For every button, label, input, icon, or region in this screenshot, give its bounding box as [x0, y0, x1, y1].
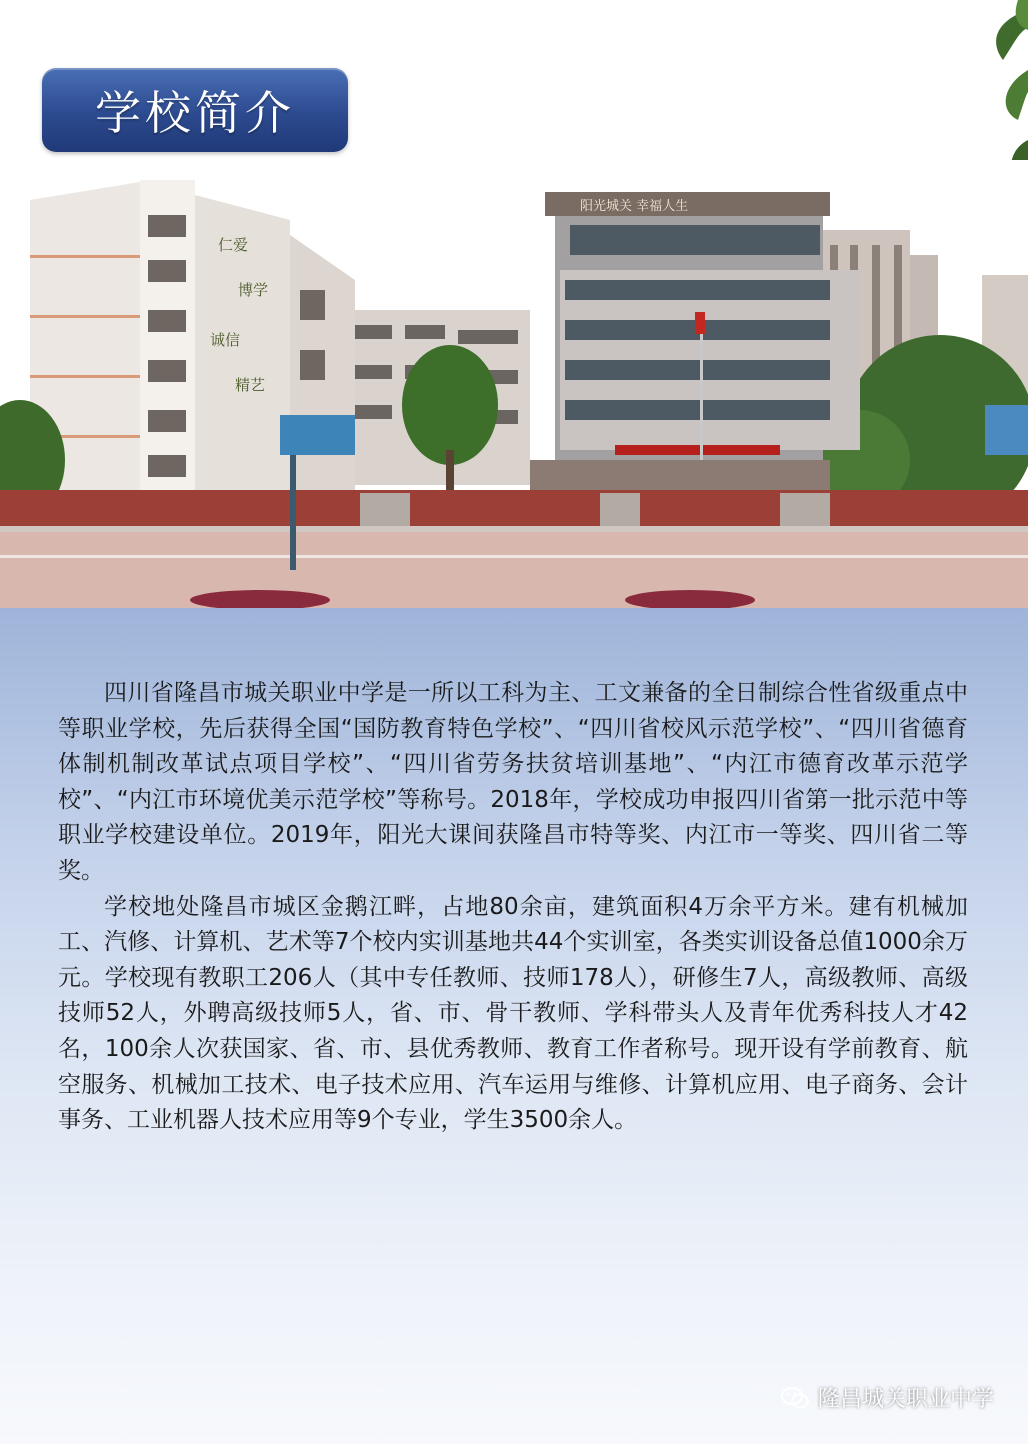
campus-photo — [0, 160, 1028, 610]
account-name: 隆昌城关职业中学 — [817, 1387, 994, 1412]
paragraph-2: 学校地处隆昌市城区金鹅江畔，占地80余亩，建筑面积4万余平方米。建有机械加工、汽修、计算机、艺术等7个校内实训基地共44个实训室，各类实训设备总值1000余万元。学校现有教职工206人（其中专任教师、技师178人），研修生7人，高级教师、高级技师52人，外聘高级技师5人，省、市、骨干教师、学科带头人及青年优秀科技人才42名，100余人次获国家、省、市、县优秀教师、教育工作者称号。现开设有学前教育、航空服务、机械加工技术、电子技术应用、汽车运用与维修、计算机应用、电子商务、会计事务、工业机器人技术应用等9个专业，学生3500余人。 — [58, 893, 968, 1134]
motto-2: 博学 — [238, 281, 269, 299]
motto-1: 仁爱 — [218, 236, 249, 254]
paragraph-1: 四川省隆昌市城关职业中学是一所以工科为主、工文兼备的全日制综合性省级重点中等职业学校，先后获得全国“国防教育特色学校”、“四川省校风示范学校”、“四川省德育体制机制改革试点项目学校”、“四川省劳务扶贫培训基地”、“内江市德育改革示范学校”、“内江市环境优美示范学校”等称号。2018年，学校成功申报四川省第一批示范中等职业学校建设单位。2019年，阳光大课间获隆昌市特等奖、内江市一等奖、四川省二等奖。 — [58, 680, 968, 884]
wechat-icon — [780, 1386, 810, 1410]
motto-3: 诚信 — [210, 331, 241, 349]
section-title: 学校简介 — [95, 86, 295, 140]
building-banner: 阳光城关 幸福人生 — [580, 199, 689, 214]
motto-4: 精艺 — [235, 376, 266, 394]
account-watermark — [780, 1382, 994, 1413]
introduction-text — [58, 676, 968, 1139]
section-title-box — [42, 68, 348, 152]
